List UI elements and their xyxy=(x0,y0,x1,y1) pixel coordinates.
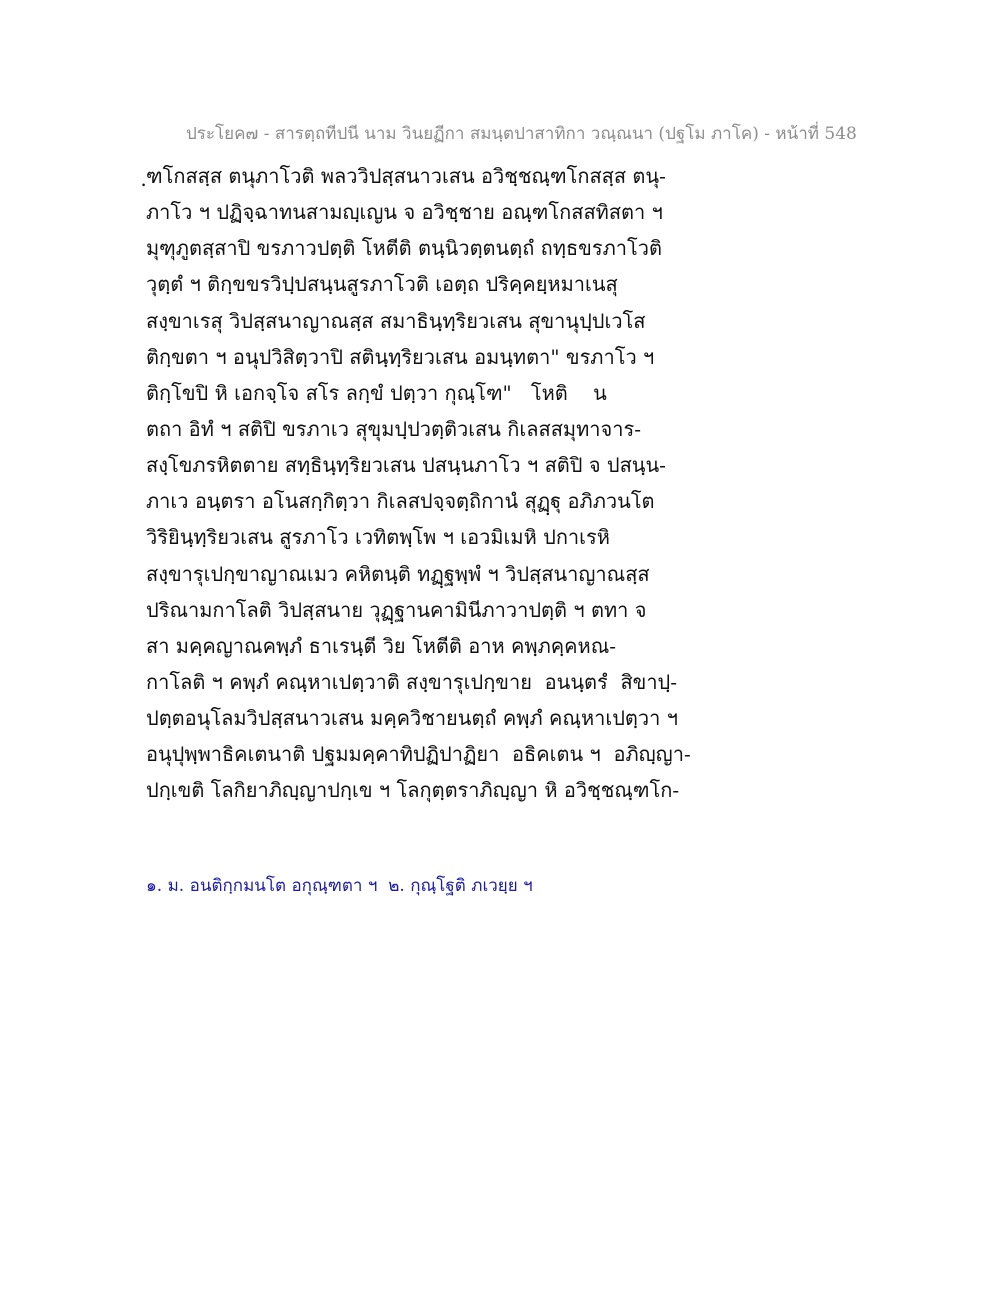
body-line-8: ตถา อิทํ ฯ สติปิ ขรภาเว สุขุมปฺปวตฺติวเสน กิเลสสมุทาจาร- xyxy=(146,416,641,441)
body-line-13: ปริณามกาโลติ วิปสฺสนาย วุฏฺฐานคามินีภาวาปตฺติ ฯ ตทา จ xyxy=(146,597,647,622)
body-line-7: ติกฺโขปิ หิ เอกจฺโจ สโร ลกฺขํ ปตฺวา กุณฺโฑ" โหติ น xyxy=(146,380,607,405)
body-line-17: อนุปุพฺพาธิคเตนาติ ปฐมมคฺคาทิปฏิปาฏิยา อธิคเตน ฯ อภิญฺญา- xyxy=(146,742,691,767)
body-line-9: สงฺโขภรหิตตาย สทฺธินฺทฺริยวเสน ปสนฺนภาโว ฯ สติปิ จ ปสนฺน- xyxy=(146,453,666,478)
body-line-6: ติกฺขตา ฯ อนุปวิสิตฺวาปิ สตินฺทฺริยวเสน อมนฺทตา" ขรภาโว ฯ xyxy=(146,344,655,369)
body-line-18: ปกฺเขติ โลกิยาภิญฺญาปกฺเข ฯ โลกุตฺตราภิญฺญา หิ อวิชฺชณฺฑโก- xyxy=(146,778,680,803)
body-line-2: ภาโว ฯ ปฏิจฺฉาทนสามญฺเญน จ อวิชฺชาย อณฺฑโกสสทิสตา ฯ xyxy=(146,200,663,225)
body-line-11: วิริยินฺทฺริยวเสน สูรภาโว เวทิตพฺโพ ฯ เอวมิเมหิ ปกาเรหิ xyxy=(146,525,610,550)
page-header: ประโยค๗ - สารตฺถทีปนี นาม วินยฏีกา สมนฺตปาสาทิกา วณฺณนา (ปฐโม ภาโค) - หน้าที่ 548 xyxy=(186,124,857,144)
body-line-10: ภาเว อนฺตรา อโนสกฺกิตฺวา กิเลสปจฺจตฺถิกานํ สุฏฺฐุ อภิภวนโต xyxy=(146,489,655,514)
body-line-12: สงฺขารุเปกฺขาญาณเมว คหิตนฺติ ทฏฺฐพฺพํ ฯ วิปสฺสนาญาณสฺส xyxy=(146,561,650,586)
body-line-1: ฺฑโกสสฺส ตนุภาโวติ พลววิปสฺสนาวเสน อวิชฺชณฺฑโกสสฺส ตนุ- xyxy=(146,164,666,188)
body-line-3: มุฑุภูตสฺสาปิ ขรภาวปตฺติ โหตีติ ตนฺนิวตฺตนตฺถํ ถทฺธขรภาโวติ xyxy=(146,236,662,261)
body-line-14: สา มคฺคญาณคพฺภํ ธาเรนฺตี วิย โหตีติ อาห คพฺภคฺคหณ- xyxy=(146,633,617,658)
body-line-16: ปตฺตอนุโลมวิปสฺสนาวเสน มคฺควิชายนตฺถํ คพฺภํ คณฺหาเปตฺวา ฯ xyxy=(146,706,678,731)
body-text xyxy=(146,158,866,809)
footnote: ๑. ม. อนติกฺกมนโต อกุณฺฑตา ฯ ๒. กุณฺโฐติ ภเวยฺย ฯ xyxy=(146,876,533,896)
body-line-4: วุตฺตํ ฯ ติกฺขขรวิปฺปสนฺนสูรภาโวติ เอตฺถ ปริคฺคยฺหมาเนสุ xyxy=(146,272,618,297)
body-line-15: กาโลติ ฯ คพฺภํ คณฺหาเปตฺวาติ สงฺขารุเปกฺขาย อนนฺตรํ สิขาปฺ- xyxy=(146,669,678,694)
body-line-5: สงฺขาเรสุ วิปสฺสนาญาณสฺส สมาธินฺทฺริยวเสน สุขานุปฺปเวโส xyxy=(146,308,646,333)
